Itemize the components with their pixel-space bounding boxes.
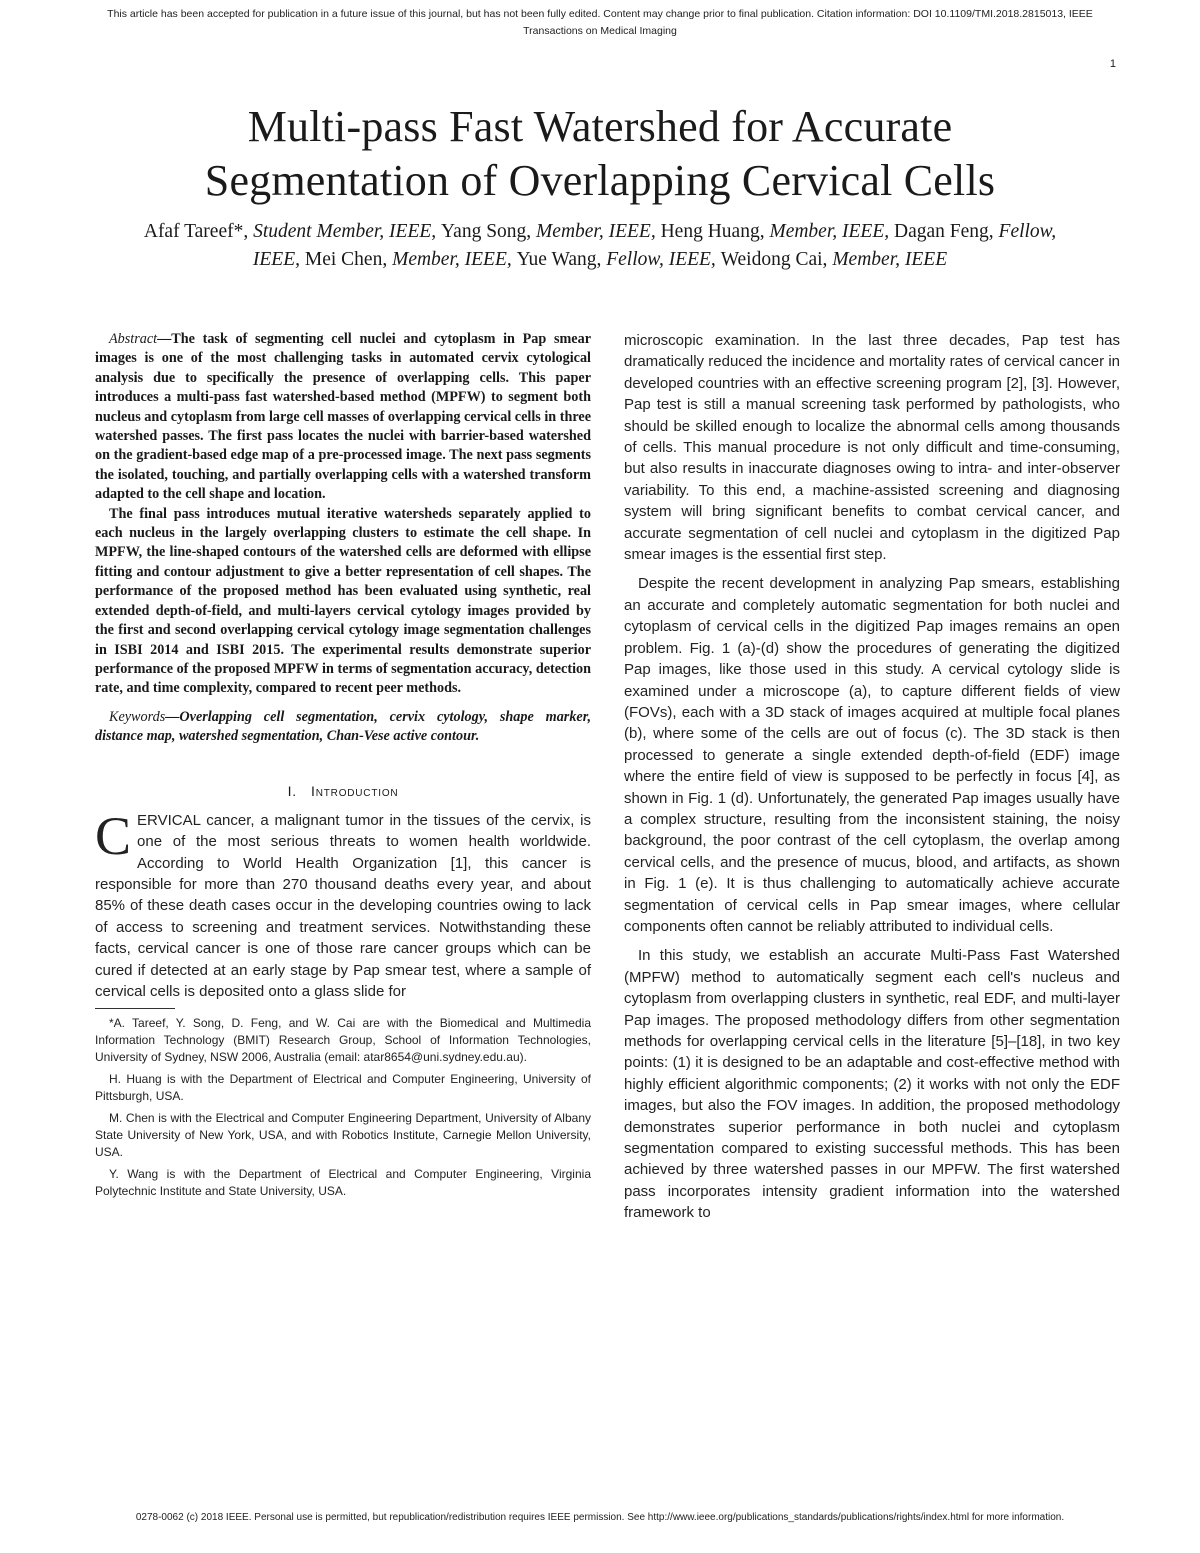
section-number: I. — [287, 782, 297, 799]
abstract-paragraph-1 — [95, 330, 591, 505]
author-role: Student Member, IEEE, — [253, 221, 442, 242]
author-list — [120, 218, 1080, 274]
footnotes — [95, 1015, 591, 1200]
footnote-divider — [95, 1008, 175, 1009]
author-name: Mei Chen, — [304, 249, 393, 270]
section-title: Introduction — [311, 782, 399, 799]
abstract — [95, 330, 591, 699]
drop-cap: C — [95, 805, 132, 866]
author-role: Member, IEEE — [832, 249, 948, 270]
paragraph-mpfw: In this study, we establish an accurate Multi-Pass Fast Watershed (MPFW) method to automatically segment each cell's nucleus and cytoplasm from overlapping clusters in synthetic, real EDF, and multi-layer Pap images. The proposed methodology differs from other segmentation methods for overlapping cervical cells in the literature [5]–[18], in two key points: (1) it is designed to be an adaptable and cost-effective method with highly efficient algorithmic components; (2) it works with not only the EDF images, but also the FOV images. In addition, the proposed methodology demonstrates superior performance in both nuclei and cytoplasm segmentation compared to existing successful methods. This has been achieved by three watershed passes in our MPFW. The first watershed pass incorporates intensity gradient information into the watershed framework to — [624, 947, 1120, 1222]
keywords — [95, 708, 591, 747]
abstract-paragraph-2: The final pass introduces mutual iterative watersheds separately applied to each nucleus in the largely overlapping clusters to estimate the cell shape. In MPFW, the line-shaped contours of the watershed cells are deformed with ellipse fitting and contour adjustment to give a better representation of cell shapes. The performance of the proposed method has been evaluated using synthetic, real extended depth-of-field, and multi-layers cervical cytology images provided by the first and second overlapping cervical cytology image segmentation challenges in ISBI 2014 and ISBI 2015. The experimental results demonstrate superior performance of the proposed MPFW in terms of segmentation accuracy, detection rate, and time complexity, compared to recent peer methods. — [95, 505, 591, 697]
left-column — [95, 330, 591, 1205]
abstract-label: Abstract — [109, 331, 158, 347]
author-name: Afaf Tareef*, — [143, 221, 254, 242]
author-role: Member, IEEE, — [536, 221, 661, 242]
footnote: M. Chen is with the Electrical and Computer Engineering Department, University of Albany State University of New York, USA, and with Robotics Institute, Carnegie Mellon University, USA. — [95, 1111, 591, 1160]
keywords-label: Keywords — [109, 708, 166, 725]
footnote: *A. Tareef, Y. Song, D. Feng, and W. Cai are with the Biomedical and Multimedia Information Technology (BMIT) Research Group, School of Information Technologies, University of Sydney, NSW 2006, Australia (email: atar8654@uni.sydney.edu.au). — [95, 1016, 591, 1065]
section-heading-introduction — [95, 781, 591, 802]
intro-text: cancer, a malignant tumor in the tissues of the cervix, is one of the most serious threats to women health worldwide. According to World Health Organization [1], this cancer is responsible for more than 270 thousand deaths every year, and about 85% of these death cases occur in the developing countries owing to lack of access to screening and treatment services. Notwithstanding these facts, cervical cancer is one of those rare cancer groups which can be cured if detected at an early stage by Pap smear test, where a sample of cervical cells is deposited onto a glass slide for — [95, 811, 591, 1001]
intro-paragraph-1 — [95, 805, 591, 1003]
author-name: Heng Huang, — [660, 221, 770, 242]
introduction-body — [95, 805, 591, 1003]
author-role: Fellow, IEEE, — [252, 221, 1057, 270]
copyright-footer: 0278-0062 (c) 2018 IEEE. Personal use is permitted, but republication/redistribution requires IEEE permission. See http://www.ieee.org/publications_standards/publications/rights/index.html for more information. — [135, 1512, 1065, 1523]
banner-line-2: Transactions on Medical Imaging — [523, 25, 677, 37]
author-name: Yue Wang, — [516, 249, 607, 270]
abstract-text-1: —The task of segmenting cell nuclei and cytoplasm in Pap smear images is one of the most challenging tasks in automated cervix cytological analysis due to specifically the presence of overlapping cells. This paper introduces a multi-pass fast watershed-based method (MPFW) to segment both nucleus and cytoplasm from large cell masses of overlapping cervical cells in three watershed passes. The first pass locates the nuclei with barrier-based watershed on the gradient-based edge map of a pre-processed image. The next pass segments the isolated, touching, and partially overlapping cells with a watershed transform adapted to the cell shape and location. — [95, 331, 591, 503]
author-name: Yang Song, — [441, 221, 537, 242]
author-role: Fellow, IEEE, — [606, 249, 721, 270]
keywords-text: —Overlapping cell segmentation, cervix cytology, shape marker, distance map, watershed segmentation, Chan-Vese active contour. — [95, 708, 591, 745]
paragraph-fig1: Despite the recent development in analyzing Pap smears, establishing an accurate and completely automatic segmentation for both nuclei and cytoplasm of cervical cells in the digitized Pap images remains an open problem. Fig. 1 (a)-(d) show the procedures of generating the digitized Pap images, like those used in this study. A cervical cytology slide is examined under a microscope (a), to capture different fields of view (FOVs), each with a 3D stack of images acquired at multiple focal planes (b), where some of the cells are out of focus (c). The 3D stack is then processed to generate a single extended depth-of-field (EDF) image where the entire field of view is supposed to be perfectly in focus [4], as shown in Fig. 1 (d). Unfortunately, the generated Pap images usually have a complex structure, resulting from the inconsistent staining, the noisy background, the poor contrast of the cell cytoplasm, the overlap among cervical cells, and the presence of mucus, blood, and artifacts, as shown in Fig. 1 (e). It is thus challenging to automatically achieve accurate segmentation of cervical cells in Pap smear images, where cellular components often cannot be reliably attributed to individual cells. — [624, 575, 1120, 935]
paragraph-continued: microscopic examination. In the last three decades, Pap test has dramatically reduced the incidence and mortality rates of cervical cancer in developed countries with an effective screening program [2], [3]. However, Pap test is still a manual screening task performed by pathologists, who should be skilled enough to localize the abnormal cells among thousands of cells. This manual procedure is not only difficult and time-consuming, but also results in inaccurate diagnoses owing to intra- and inter-observer variability. To this end, a machine-assisted screening and diagnosing system will bring significant benefits to combat cervical cancer, and accurate segmentation of cell nuclei and cytoplasm in the digitized Pap smear images is the essential first step. — [624, 332, 1120, 564]
author-role: Member, IEEE, — [769, 221, 894, 242]
footnote: Y. Wang is with the Department of Electrical and Computer Engineering, Virginia Polytechnic Institute and State University, USA. — [95, 1167, 591, 1199]
footnote: H. Huang is with the Department of Electrical and Computer Engineering, University of Pittsburgh, USA. — [95, 1072, 591, 1104]
title-line-1: Multi-pass Fast Watershed for Accurate — [247, 102, 953, 151]
page-number: 1 — [1109, 58, 1116, 70]
author-role: Member, IEEE, — [392, 249, 517, 270]
title-line-2: Segmentation of Overlapping Cervical Cells — [204, 156, 996, 205]
intro-first-word: ERVICAL — [137, 811, 201, 829]
right-column — [624, 330, 1120, 1232]
author-name: Dagan Feng, — [894, 221, 999, 242]
paper-title — [60, 100, 1140, 208]
author-name: Weidong Cai, — [720, 249, 833, 270]
banner-line-1: This article has been accepted for publication in a future issue of this journal, but has not been fully edited. Content may change prior to final publication. Citation information: DOI 10.1109/TMI.2018.2815013, IEEE — [107, 8, 1093, 20]
journal-banner — [20, 6, 1180, 40]
